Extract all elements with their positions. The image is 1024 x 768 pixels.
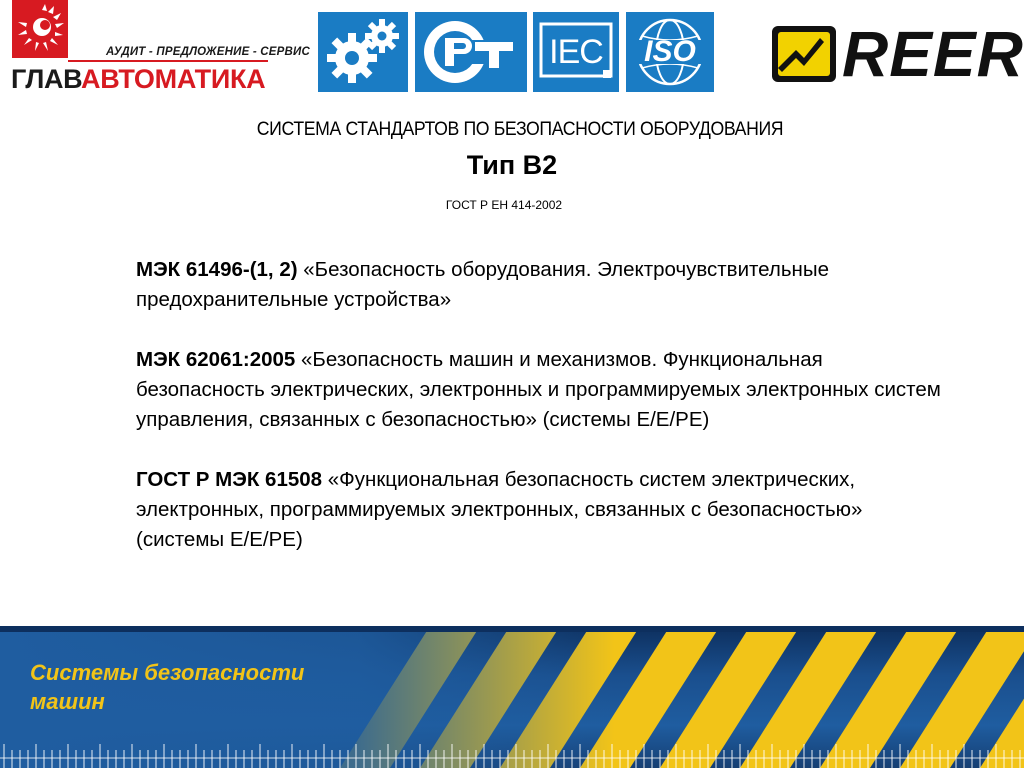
brand-divider bbox=[68, 60, 268, 62]
standard-description: «Функциональная безопасность систем электрических, электронных, программируемых электронных, связанных с безопасностью» (системы Е/Е/РЕ) bbox=[136, 468, 863, 551]
iec-logo bbox=[533, 12, 619, 92]
standard-item bbox=[136, 255, 956, 315]
gears-icon bbox=[318, 12, 408, 92]
standard-item bbox=[136, 465, 956, 555]
iso-logo bbox=[626, 12, 714, 92]
banner-caption bbox=[30, 658, 370, 716]
page-title: Тип В2 bbox=[466, 150, 558, 180]
banner-caption-line1: Системы безопасности bbox=[30, 660, 305, 685]
brand-name-part2: АВТОМАТИКА bbox=[81, 64, 266, 94]
iec-label: IEC bbox=[549, 32, 603, 71]
footer-banner bbox=[0, 626, 1024, 768]
brand-logo bbox=[8, 0, 311, 100]
iso-label: ISO bbox=[644, 35, 696, 68]
banner-caption-line2: машин bbox=[30, 689, 105, 714]
reer-logo bbox=[770, 18, 1024, 90]
standard-item bbox=[136, 345, 956, 435]
brand-name-part1: ГЛАВ bbox=[11, 64, 82, 94]
standards-list bbox=[136, 255, 956, 585]
brand-name bbox=[11, 64, 265, 94]
gost-reference: ГОСТ Р ЕН 414-2002 bbox=[445, 198, 563, 212]
reer-mark-icon bbox=[770, 24, 838, 84]
standard-code: ГОСТ Р МЭК 61508 bbox=[136, 468, 323, 491]
page-subtitle: СИСТЕМА СТАНДАРТОВ ПО БЕЗОПАСНОСТИ ОБОРУДОВАНИЯ bbox=[256, 119, 784, 140]
reer-wordmark: REER bbox=[842, 18, 1024, 90]
brand-tagline: АУДИТ - ПРЕДЛОЖЕНИЕ - СЕРВИС bbox=[106, 46, 311, 58]
standard-description: «Безопасность машин и механизмов. Функциональная безопасность электрических, электронных и программируемых электронных систем управления, связанных с безопасностью» (системы Е/Е/РЕ) bbox=[136, 348, 941, 431]
standard-description: «Безопасность оборудования. Электрочувствительные предохранительные устройства» bbox=[136, 258, 830, 311]
standard-code: МЭК 61496-(1, 2) bbox=[136, 258, 298, 281]
standard-code: МЭК 62061:2005 bbox=[136, 348, 296, 371]
brand-emblem-icon bbox=[12, 0, 68, 58]
rst-logo bbox=[415, 12, 527, 92]
